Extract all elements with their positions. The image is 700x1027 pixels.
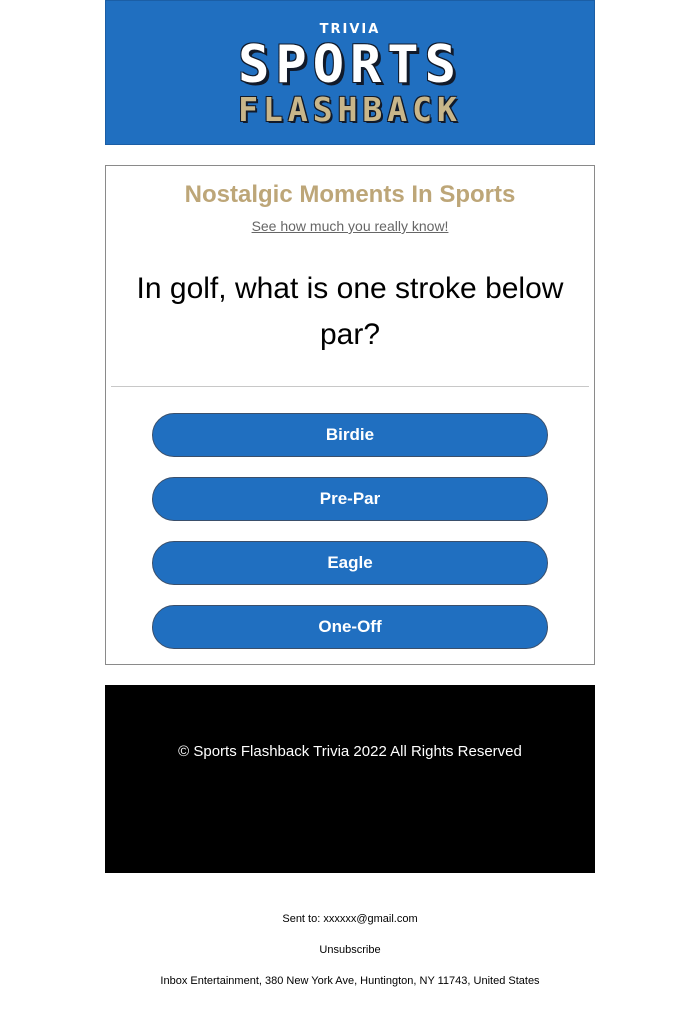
card-title: Nostalgic Moments In Sports	[184, 181, 516, 208]
question-text: In golf, what is one stroke below par?	[136, 272, 564, 351]
answer-button-eagle[interactable]: Eagle	[152, 541, 548, 585]
footer-banner	[105, 685, 595, 873]
trivia-card	[105, 165, 595, 665]
address-text: Inbox Entertainment, 380 New York Ave, Huntington, NY 11743, United States	[160, 975, 540, 987]
unsubscribe-link[interactable]: Unsubscribe	[319, 944, 381, 956]
header-banner	[105, 0, 595, 145]
logo-sports-text: SPORTS	[238, 35, 462, 95]
card-subtitle-link[interactable]: See how much you really know!	[251, 218, 449, 234]
answer-button-one-off[interactable]: One-Off	[152, 605, 548, 649]
logo-trivia-text: TRIVIA	[319, 22, 381, 37]
copyright-text: © Sports Flashback Trivia 2022 All Rights Reserved	[178, 743, 522, 760]
answer-button-birdie[interactable]: Birdie	[152, 413, 548, 457]
divider	[111, 386, 589, 387]
sent-to-text: Sent to: xxxxxx@gmail.com	[282, 913, 418, 925]
answer-button-pre-par[interactable]: Pre-Par	[152, 477, 548, 521]
logo-flashback-text: FLASHBACK	[238, 90, 462, 129]
